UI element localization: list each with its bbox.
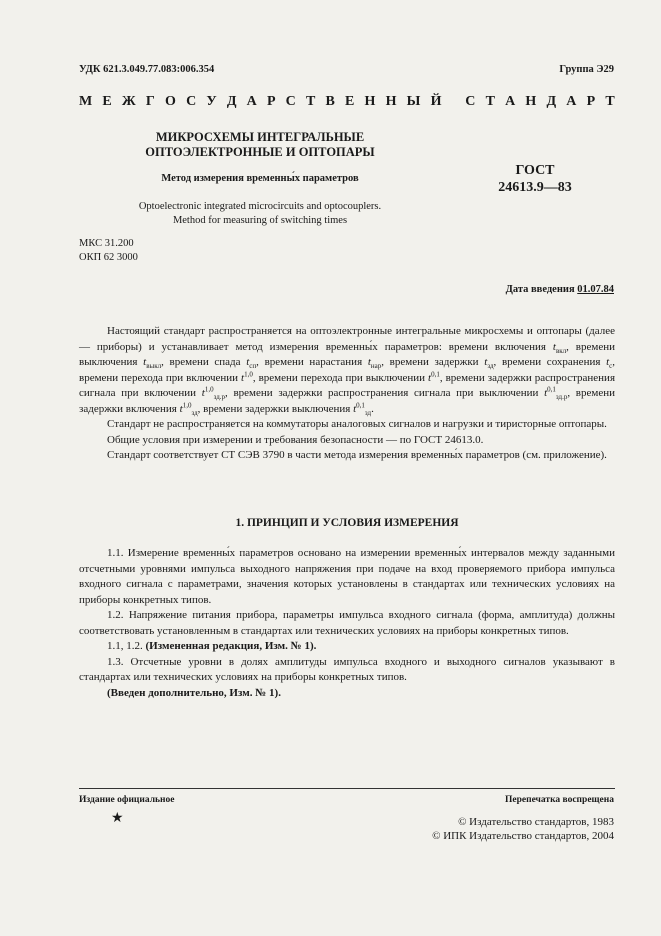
- document-title: [110, 130, 410, 160]
- clause-added-note: (Введен дополнительно, Изм. № 1).: [107, 686, 281, 699]
- banner-letter: С: [186, 94, 197, 109]
- banner-letter: Т: [305, 94, 316, 109]
- udk-code: УДК 621.3.049.77.083:006.354: [79, 64, 215, 75]
- banner-letter: А: [505, 94, 516, 109]
- clause-1-3: 1.3. Отсчетные уровни в долях амплитуды импульса входного и выходного сигналов указывают в стандартах или технических условиях на приборы конкретных типов.: [79, 655, 615, 683]
- title-line-1: МИКРОСХЕМЫ ИНТЕГРАЛЬНЫЕ: [155, 130, 365, 144]
- banner-letter: А: [566, 94, 577, 109]
- footer-divider: [79, 788, 615, 789]
- intro-paragraph-1: Настоящий стандарт распространяется на оптоэлектронные интегральные микросхемы и оптопары (далее — приборы) и устанавливает метод измерения временны́х параметров: времени включения $t_{вкл}$, времени выключения $t_{выкл}$, времени спада $t_{сп}$, времени нарастания $t_{нар}$, времени задержки $t_{зд}$, времени сохранения $t_с$, времени перехода при включении $t^{1,0}$, времени перехода при выключении $t^{0,1}$, времени задержки распространения сигнала при включении $t^{1,0}_{зд.р}$, времени задержки распространения сигнала при выключении $t^{0,1}_{зд.р}$, времени задержки включения $t^{1,0}_{зд}$, времени задержки выключения $t^{0,1}_{зд}$.: [79, 325, 616, 417]
- banner-letter: Е: [102, 94, 112, 109]
- effective-date: [506, 284, 614, 295]
- okp-code: ОКП 62 3000: [79, 252, 138, 263]
- banner-letter: Н: [364, 94, 376, 109]
- english-title: [90, 200, 430, 228]
- section-1-heading: 1. ПРИНЦИП И УСЛОВИЯ ИЗМЕРЕНИЯ: [235, 517, 459, 529]
- banner-letter: [452, 94, 456, 110]
- banner-letter: Д: [226, 94, 237, 109]
- banner-letter: М: [79, 94, 93, 109]
- gost-code: 24613.9—83: [498, 180, 572, 195]
- banner-letter: А: [246, 94, 257, 109]
- banner-letter: Т: [605, 94, 615, 109]
- date-value: 01.07.84: [577, 284, 614, 295]
- reprint-prohibited: Перепечатка воспрещена: [504, 795, 614, 805]
- copyright: [432, 815, 614, 843]
- star-icon: ★: [111, 811, 124, 826]
- banner-letter: С: [465, 94, 476, 109]
- mks-code: МКС 31.200: [79, 238, 134, 249]
- clause-amendment: 1.1, 1.2. (Измененная редакция, Изм. № 1).: [107, 640, 317, 652]
- date-label: Дата введения: [505, 284, 575, 295]
- banner-letter: Р: [586, 94, 596, 109]
- gost-number: [470, 162, 600, 196]
- document-subtitle: Метод измерения временны́х параметров: [161, 173, 359, 184]
- classification-codes: [79, 237, 138, 265]
- banner-letter: Й: [430, 94, 442, 109]
- intro-paragraph-3: Общие условия при измерении и требования безопасности — по ГОСТ 24613.0.: [107, 433, 484, 446]
- banner-letter: Ы: [406, 94, 421, 109]
- banner-letter: В: [325, 94, 335, 109]
- gost-label: ГОСТ: [515, 163, 555, 178]
- banner-letter: Г: [145, 94, 155, 109]
- english-title-line-1: Optoelectronic integrated microcircuits and optocouplers.: [138, 201, 382, 212]
- banner-letter: Д: [546, 94, 557, 109]
- intro-text: [79, 324, 615, 464]
- intro-paragraph-2: Стандарт не распространяется на коммутаторы аналоговых сигналов и нагрузки и тиристорные оптопары.: [107, 418, 607, 430]
- group-code: Группа Э29: [559, 64, 614, 75]
- banner-letter: О: [165, 94, 176, 109]
- title-line-2: ОПТОЭЛЕКТРОННЫЕ И ОПТОПАРЫ: [145, 145, 375, 159]
- copyright-1983: © Издательство стандартов, 1983: [458, 816, 614, 828]
- banner-letter: Р: [266, 94, 276, 109]
- clause-1-1: 1.1. Измерение временны́х параметров основано на измерении временны́х интервалов между заданными отсчетными уровнями импульса выходного напряжения при подаче на вход проверяемого прибора импульса входного сигнала с параметрами, значения которых установлены в стандартах или технических условиях на приборы конкретных типов.: [79, 547, 615, 606]
- interstate-standard-banner: [79, 94, 615, 110]
- banner-letter: Е: [345, 94, 355, 109]
- section-1-text: [79, 546, 615, 701]
- banner-letter: Н: [385, 94, 397, 109]
- banner-letter: У: [206, 94, 217, 109]
- banner-letter: Т: [485, 94, 495, 109]
- banner-letter: Ж: [121, 94, 136, 109]
- banner-letter: С: [285, 94, 296, 109]
- official-edition: Издание официальное: [79, 795, 175, 805]
- english-title-line-2: Method for measuring of switching times: [172, 215, 348, 226]
- intro-paragraph-4: Стандарт соответствует СТ СЭВ 3790 в части метода измерения временны́х параметров (см. приложение).: [107, 449, 607, 461]
- banner-letter: Н: [525, 94, 537, 109]
- clause-1-2: 1.2. Напряжение питания прибора, параметры импульса входного сигнала (форма, амплитуда) должны соответствовать установленным в стандартах или технических условиях на приборы конкретных типов.: [79, 609, 615, 637]
- copyright-2004: © ИПК Издательство стандартов, 2004: [432, 830, 614, 842]
